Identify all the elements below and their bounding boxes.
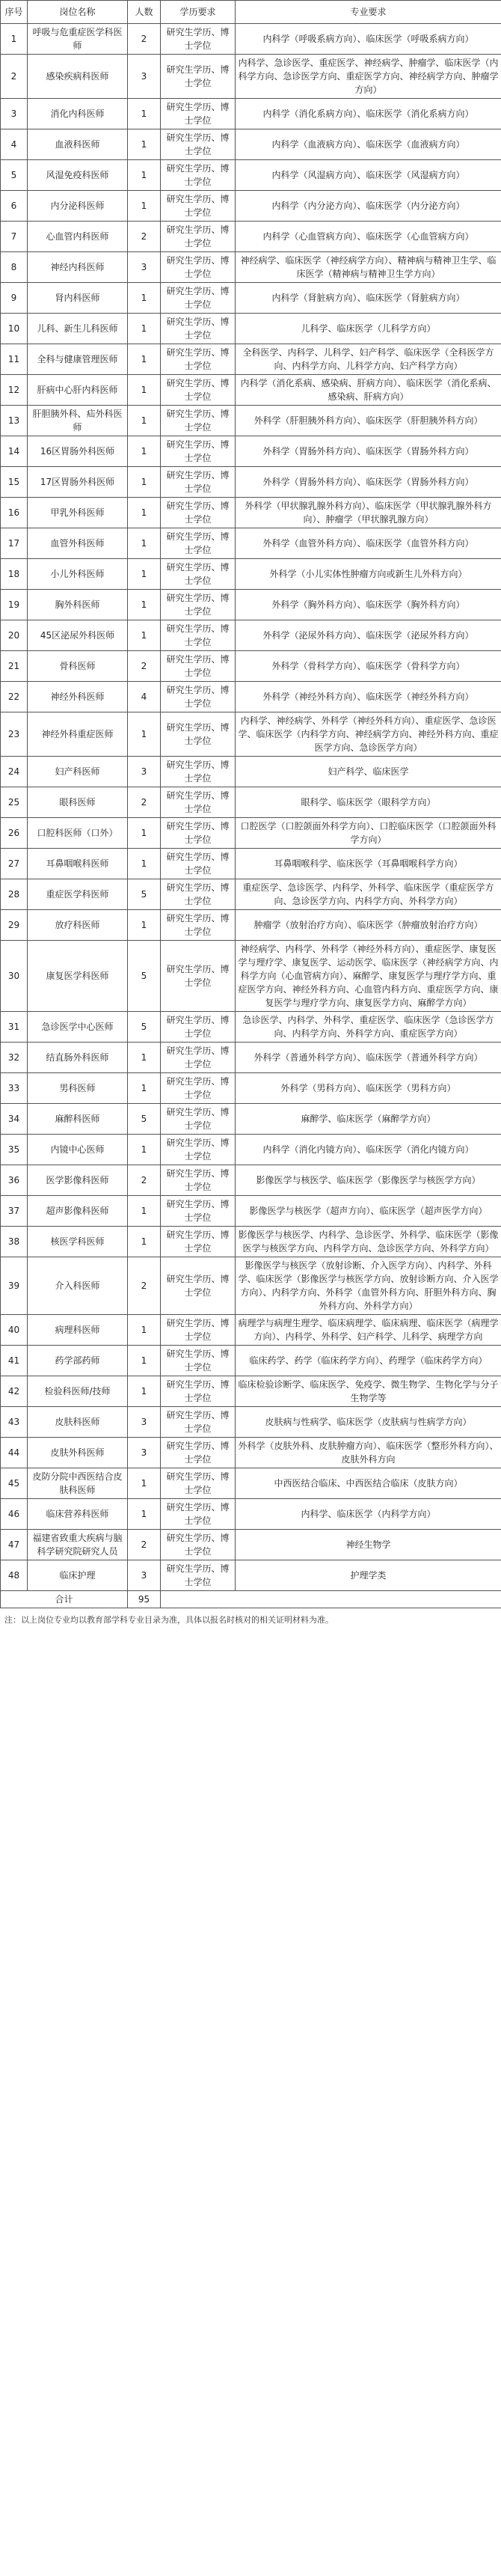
row-index: 20 [1,620,28,651]
table-row [1,818,501,849]
row-position: 甲乳外科医师 [28,498,128,528]
row-count: 1 [128,99,161,129]
row-education: 研究生学历、博士学位 [161,467,236,498]
row-index: 36 [1,1165,28,1196]
row-position: 神经内科医师 [28,252,128,283]
row-education: 研究生学历、博士学位 [161,1346,236,1376]
row-education: 研究生学历、博士学位 [161,1530,236,1560]
row-count: 2 [128,222,161,252]
table-row [1,129,501,160]
row-position: 福建省致重大疾病与脑科学研究院研究人员 [28,1530,128,1560]
row-education: 研究生学历、博士学位 [161,1257,236,1315]
row-major: 神经病学、内科学、外科学（神经外科方向）、重症医学、康复医学与理疗学、康复医学、运动医学、临床医学（神经病学方向、内科学方向（心血管病方向）、麻醉学、康复医学与理疗学方向、重症医学方向、神经外科方向、心血管内科方向、重症医学方向、康复医学与理疗学方向、康复医学方向、麻醉学方向） [236,941,501,1012]
table-row [1,436,501,467]
row-position: 内镜中心医师 [28,1135,128,1165]
row-major: 影像医学与核医学（超声方向）、临床医学（超声医学方向） [236,1196,501,1227]
row-education: 研究生学历、博士学位 [161,1499,236,1530]
row-major: 急诊医学、内科学、外科学、重症医学、临床医学（急诊医学方向、内科学方向、外科学方向、重症医学方向） [236,1012,501,1043]
row-count: 1 [128,910,161,941]
row-index: 24 [1,757,28,787]
row-index: 38 [1,1227,28,1257]
row-index: 42 [1,1376,28,1407]
table-row [1,191,501,222]
row-major: 内科学（消化系病方向）、临床医学（消化系病方向） [236,99,501,129]
row-index: 7 [1,222,28,252]
row-education: 研究生学历、博士学位 [161,1073,236,1104]
row-count: 1 [128,436,161,467]
row-position: 妇产科医师 [28,757,128,787]
row-position: 医学影像科医师 [28,1165,128,1196]
row-education: 研究生学历、博士学位 [161,283,236,314]
row-position: 药学部药师 [28,1346,128,1376]
row-position: 肝病中心肝内科医师 [28,375,128,406]
row-position: 超声影像科医师 [28,1196,128,1227]
row-count: 3 [128,252,161,283]
row-index: 39 [1,1257,28,1315]
row-index: 10 [1,314,28,344]
table-row [1,1073,501,1104]
row-education: 研究生学历、博士学位 [161,849,236,879]
table-row [1,498,501,528]
table-row [1,1376,501,1407]
table-row [1,375,501,406]
row-position: 病理科医师 [28,1315,128,1346]
row-count: 3 [128,757,161,787]
row-major: 外科学（神经外科方向）、临床医学（神经外科方向） [236,682,501,712]
row-education: 研究生学历、博士学位 [161,818,236,849]
table-row [1,99,501,129]
row-position: 血管外科医师 [28,528,128,559]
row-major: 内科学（心血管病方向）、临床医学（心血管病方向） [236,222,501,252]
table-row [1,344,501,375]
row-position: 麻醉科医师 [28,1104,128,1135]
row-count: 3 [128,55,161,99]
row-index: 22 [1,682,28,712]
row-index: 43 [1,1407,28,1438]
row-major: 妇产科学、临床医学 [236,757,501,787]
row-count: 1 [128,712,161,757]
row-major: 外科学（肝胆胰外科方向）、临床医学（肝胆胰外科方向） [236,406,501,436]
row-major: 肿瘤学（放射治疗方向）、临床医学（肿瘤放射治疗方向） [236,910,501,941]
row-index: 25 [1,787,28,818]
row-index: 32 [1,1043,28,1073]
row-education: 研究生学历、博士学位 [161,498,236,528]
row-major: 内科学（内分泌方向）、临床医学（内分泌方向） [236,191,501,222]
row-count: 1 [128,314,161,344]
row-count: 1 [128,590,161,620]
table-row [1,1135,501,1165]
row-education: 研究生学历、博士学位 [161,1135,236,1165]
row-education: 研究生学历、博士学位 [161,559,236,590]
table-header-row [1,1,501,24]
row-count: 2 [128,1530,161,1560]
row-major: 耳鼻咽喉科学、临床医学（耳鼻咽喉科学方向） [236,849,501,879]
row-index: 12 [1,375,28,406]
row-index: 45 [1,1468,28,1499]
row-count: 5 [128,1104,161,1135]
row-index: 11 [1,344,28,375]
table-row [1,1438,501,1468]
row-index: 6 [1,191,28,222]
row-major: 全科医学、内科学、儿科学、妇产科学、临床医学（全科医学方向、内科学方向、儿科学方向、妇产科学方向） [236,344,501,375]
row-major: 外科学（胃肠外科方向）、临床医学（胃肠外科方向） [236,467,501,498]
table-row [1,849,501,879]
table-row [1,1043,501,1073]
table-row [1,910,501,941]
row-count: 1 [128,467,161,498]
row-position: 肝胆胰外科、疝外科医师 [28,406,128,436]
table-row [1,1257,501,1315]
row-position: 急诊医学中心医师 [28,1012,128,1043]
row-education: 研究生学历、博士学位 [161,24,236,55]
row-education: 研究生学历、博士学位 [161,375,236,406]
row-education: 研究生学历、博士学位 [161,682,236,712]
table-row [1,1315,501,1346]
row-major: 外科学（胃肠外科方向）、临床医学（胃肠外科方向） [236,436,501,467]
row-education: 研究生学历、博士学位 [161,879,236,910]
row-position: 皮肤科医师 [28,1407,128,1438]
row-count: 1 [128,559,161,590]
row-major: 重症医学、急诊医学、内科学、外科学、临床医学（重症医学方向、急诊医学方向、内科学方向、外科学方向） [236,879,501,910]
table-row [1,222,501,252]
row-index: 17 [1,528,28,559]
row-index: 23 [1,712,28,757]
table-row [1,757,501,787]
row-education: 研究生学历、博士学位 [161,1196,236,1227]
row-index: 5 [1,160,28,191]
row-count: 1 [128,849,161,879]
table-row [1,1499,501,1530]
row-position: 儿科、新生儿科医师 [28,314,128,344]
row-count: 5 [128,1012,161,1043]
table-row [1,1227,501,1257]
row-index: 15 [1,467,28,498]
row-position: 17区胃肠外科医师 [28,467,128,498]
row-major: 内科学（风湿病方向）、临床医学（风湿病方向） [236,160,501,191]
table-row [1,55,501,99]
row-index: 48 [1,1560,28,1591]
row-position: 肾内科医师 [28,283,128,314]
row-position: 临床营养科医师 [28,1499,128,1530]
row-major: 内科学、神经病学、外科学（神经外科方向）、重症医学、急诊医学、临床医学（内科学方向、神经病学方向、神经外科方向、重症医学方向、急诊医学方向） [236,712,501,757]
row-index: 47 [1,1530,28,1560]
row-count: 3 [128,1560,161,1591]
row-position: 重症医学科医师 [28,879,128,910]
row-education: 研究生学历、博士学位 [161,1315,236,1346]
row-index: 26 [1,818,28,849]
row-count: 1 [128,1499,161,1530]
row-count: 1 [128,1468,161,1499]
row-count: 1 [128,1376,161,1407]
row-count: 2 [128,787,161,818]
row-count: 1 [128,1315,161,1346]
row-education: 研究生学历、博士学位 [161,1165,236,1196]
row-index: 30 [1,941,28,1012]
table-row [1,1012,501,1043]
table-row [1,467,501,498]
row-position: 心血管内科医师 [28,222,128,252]
row-position: 临床护理 [28,1560,128,1591]
row-education: 研究生学历、博士学位 [161,1043,236,1073]
row-education: 研究生学历、博士学位 [161,941,236,1012]
row-position: 眼科医师 [28,787,128,818]
row-index: 28 [1,879,28,910]
row-count: 5 [128,941,161,1012]
row-major: 临床检验诊断学、临床医学、免疫学、微生物学、生物化学与分子生物学等 [236,1376,501,1407]
row-major: 眼科学、临床医学（眼科学方向） [236,787,501,818]
row-count: 1 [128,406,161,436]
table-row [1,1407,501,1438]
row-count: 1 [128,528,161,559]
row-count: 1 [128,1043,161,1073]
row-major: 外科学（血管外科方向）、临床医学（血管外科方向） [236,528,501,559]
table-row [1,406,501,436]
row-count: 1 [128,1346,161,1376]
row-count: 2 [128,1257,161,1315]
row-position: 男科医师 [28,1073,128,1104]
row-position: 康复医学科医师 [28,941,128,1012]
row-education: 研究生学历、博士学位 [161,787,236,818]
row-index: 13 [1,406,28,436]
row-major: 内科学（消化系病、感染病、肝病方向）、临床医学（消化系病、感染病、肝病方向） [236,375,501,406]
row-position: 16区胃肠外科医师 [28,436,128,467]
row-education: 研究生学历、博士学位 [161,1012,236,1043]
row-position: 小儿外科医师 [28,559,128,590]
row-major: 病理学与病理生理学、临床病理学、临床病理、临床医学（病理学方向）、内科学、外科学、妇产科学、儿科学、病理学方向 [236,1315,501,1346]
table-row [1,651,501,682]
row-major: 影像医学与核医学、临床医学（影像医学与核医学方向） [236,1165,501,1196]
table-row [1,1468,501,1499]
row-count: 3 [128,1407,161,1438]
total-row [1,1591,501,1608]
row-position: 消化内科医师 [28,99,128,129]
table-row [1,1560,501,1591]
row-major: 中西医结合临床、中西医结合临床（皮肤方向） [236,1468,501,1499]
row-count: 1 [128,160,161,191]
row-count: 1 [128,1227,161,1257]
row-major: 内科学（血液病方向）、临床医学（血液病方向） [236,129,501,160]
row-position: 检验科医师/技师 [28,1376,128,1407]
table-row [1,252,501,283]
row-count: 4 [128,682,161,712]
row-index: 33 [1,1073,28,1104]
row-position: 45区泌尿外科医师 [28,620,128,651]
row-position: 风湿免疫科医师 [28,160,128,191]
row-education: 研究生学历、博士学位 [161,436,236,467]
row-major: 皮肤病与性病学、临床医学（皮肤病与性病学方向） [236,1407,501,1438]
row-index: 14 [1,436,28,467]
row-education: 研究生学历、博士学位 [161,620,236,651]
row-count: 1 [128,498,161,528]
table-row [1,712,501,757]
row-major: 内科学（消化内镜方向）、临床医学（消化内镜方向） [236,1135,501,1165]
row-count: 1 [128,375,161,406]
total-empty [161,1591,501,1608]
row-major: 外科学（骨科学方向）、临床医学（骨科学方向） [236,651,501,682]
table-row [1,1530,501,1560]
row-position: 神经外科医师 [28,682,128,712]
row-position: 皮防分院中西医结合皮肤科医师 [28,1468,128,1499]
row-index: 37 [1,1196,28,1227]
total-value: 95 [128,1591,161,1608]
row-index: 19 [1,590,28,620]
row-count: 1 [128,1135,161,1165]
row-count: 5 [128,879,161,910]
row-education: 研究生学历、博士学位 [161,651,236,682]
header-index: 序号 [1,1,28,24]
table-row [1,941,501,1012]
row-count: 1 [128,1196,161,1227]
table-row [1,787,501,818]
row-position: 内分泌科医师 [28,191,128,222]
row-index: 41 [1,1346,28,1376]
row-major: 外科学（小儿实体性肿瘤方向或新生儿外科方向） [236,559,501,590]
row-index: 8 [1,252,28,283]
row-major: 外科学（普通外科学方向）、临床医学（普通外科学方向） [236,1043,501,1073]
table-row [1,283,501,314]
row-index: 1 [1,24,28,55]
table-row [1,1196,501,1227]
row-education: 研究生学历、博士学位 [161,590,236,620]
row-education: 研究生学历、博士学位 [161,160,236,191]
row-education: 研究生学历、博士学位 [161,1227,236,1257]
row-major: 外科学（胸外科方向）、临床医学（胸外科方向） [236,590,501,620]
table-row [1,590,501,620]
row-education: 研究生学历、博士学位 [161,99,236,129]
row-major: 外科学（皮肤外科、皮肤肿瘤方向）、临床医学（整形外科方向）、皮肤外科方向 [236,1438,501,1468]
header-count: 人数 [128,1,161,24]
row-education: 研究生学历、博士学位 [161,1376,236,1407]
table-row [1,879,501,910]
row-position: 介入科医师 [28,1257,128,1315]
row-education: 研究生学历、博士学位 [161,1468,236,1499]
row-education: 研究生学历、博士学位 [161,406,236,436]
row-education: 研究生学历、博士学位 [161,252,236,283]
table-row [1,682,501,712]
row-index: 2 [1,55,28,99]
footnote: 注：以上岗位专业均以教育部学科专业目录为准，具体以报名时核对的相关证明材料为准。 [4,1615,334,1625]
row-count: 1 [128,344,161,375]
row-index: 18 [1,559,28,590]
row-index: 3 [1,99,28,129]
table-row [1,559,501,590]
row-index: 21 [1,651,28,682]
row-major: 内科学、临床医学（内科学方向） [236,1499,501,1530]
row-position: 放疗科医师 [28,910,128,941]
row-major: 外科学（甲状腺乳腺外科方向）、临床医学（甲状腺乳腺外科方向）、肿瘤学（甲状腺乳腺方向） [236,498,501,528]
row-position: 胸外科医师 [28,590,128,620]
row-index: 44 [1,1438,28,1468]
row-index: 16 [1,498,28,528]
row-education: 研究生学历、博士学位 [161,1407,236,1438]
row-major: 临床药学、药学（临床药学方向）、药理学（临床药学方向） [236,1346,501,1376]
row-count: 2 [128,1165,161,1196]
row-position: 皮肤外科医师 [28,1438,128,1468]
row-position: 口腔科医师（口外） [28,818,128,849]
table-row [1,1165,501,1196]
row-position: 耳鼻咽喉科医师 [28,849,128,879]
row-index: 9 [1,283,28,314]
table-row [1,620,501,651]
row-position: 感染疾病科医师 [28,55,128,99]
row-major: 神经病学、临床医学（神经病学方向）、精神病与精神卫生学、临床医学（精神病与精神卫生学方向） [236,252,501,283]
row-index: 29 [1,910,28,941]
table-row [1,160,501,191]
header-education: 学历要求 [161,1,236,24]
row-count: 3 [128,1438,161,1468]
header-major: 专业要求 [236,1,501,24]
row-count: 1 [128,283,161,314]
table-row [1,24,501,55]
row-count: 1 [128,129,161,160]
row-major: 内科学（呼吸系病方向）、临床医学（呼吸系病方向） [236,24,501,55]
row-education: 研究生学历、博士学位 [161,222,236,252]
row-major: 外科学（男科方向）、临床医学（男科方向） [236,1073,501,1104]
row-position: 全科与健康管理医师 [28,344,128,375]
row-index: 35 [1,1135,28,1165]
row-education: 研究生学历、博士学位 [161,910,236,941]
table-row [1,314,501,344]
row-index: 31 [1,1012,28,1043]
row-count: 1 [128,818,161,849]
row-position: 骨科医师 [28,651,128,682]
row-education: 研究生学历、博士学位 [161,314,236,344]
row-education: 研究生学历、博士学位 [161,1438,236,1468]
row-position: 呼吸与危重症医学科医师 [28,24,128,55]
row-index: 27 [1,849,28,879]
row-education: 研究生学历、博士学位 [161,757,236,787]
row-major: 口腔医学（口腔颌面外科学方向）、口腔临床医学（口腔颌面外科学方向） [236,818,501,849]
table-row [1,528,501,559]
row-major: 护理学类 [236,1560,501,1591]
row-count: 1 [128,620,161,651]
row-position: 核医学科医师 [28,1227,128,1257]
row-major: 内科学、急诊医学、重症医学、神经病学、肿瘤学、临床医学（内科学方向、急诊医学方向、重症医学方向、神经病学方向、肿瘤学方向） [236,55,501,99]
row-education: 研究生学历、博士学位 [161,1560,236,1591]
row-index: 34 [1,1104,28,1135]
header-position: 岗位名称 [28,1,128,24]
row-education: 研究生学历、博士学位 [161,129,236,160]
row-major: 外科学（泌尿外科方向）、临床医学（泌尿外科方向） [236,620,501,651]
row-position: 结直肠外科医师 [28,1043,128,1073]
row-education: 研究生学历、博士学位 [161,191,236,222]
row-education: 研究生学历、博士学位 [161,1104,236,1135]
row-count: 1 [128,191,161,222]
row-count: 2 [128,24,161,55]
row-index: 4 [1,129,28,160]
row-education: 研究生学历、博士学位 [161,528,236,559]
row-major: 内科学（肾脏病方向）、临床医学（肾脏病方向） [236,283,501,314]
total-label: 合计 [1,1591,128,1608]
row-education: 研究生学历、博士学位 [161,344,236,375]
row-position: 血液科医师 [28,129,128,160]
row-education: 研究生学历、博士学位 [161,55,236,99]
row-index: 40 [1,1315,28,1346]
table-row [1,1346,501,1376]
row-major: 影像医学与核医学（放射诊断、介入医学方向）、内科学、外科学、临床医学（影像医学与核医学方向、放射诊断方向、介入医学方向）、内科学方向、外科学（血管外科方向、肝胆外科方向、胸外科方向、外科学方向） [236,1257,501,1315]
row-major: 麻醉学、临床医学（麻醉学方向） [236,1104,501,1135]
table-row [1,1104,501,1135]
row-education: 研究生学历、博士学位 [161,712,236,757]
row-major: 儿科学、临床医学（儿科学方向） [236,314,501,344]
row-major: 神经生物学 [236,1530,501,1560]
row-major: 影像医学与核医学、内科学、急诊医学、外科学、临床医学（影像医学与核医学方向、内科学方向、急诊医学方向、外科学方向） [236,1227,501,1257]
row-count: 2 [128,651,161,682]
row-count: 1 [128,1073,161,1104]
row-position: 神经外科重症医师 [28,712,128,757]
row-index: 46 [1,1499,28,1530]
